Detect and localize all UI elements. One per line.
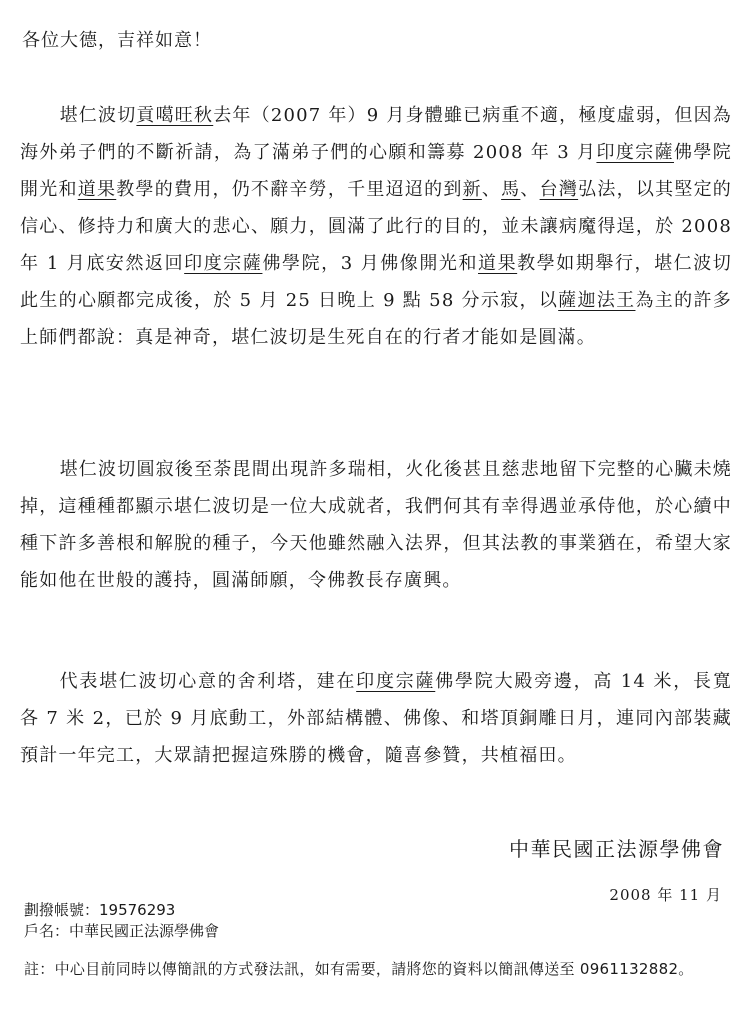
account-name: 戶名：中華民國正法源學佛會 [24,922,220,940]
p1-underlined-teaching-1: 道果 [77,179,117,200]
p1-text-2: 去年（2007 年）9 月身體雖已病重不適，極度虛弱，但因為海外弟子們的不斷祈請，為了滿弟子們的心願和籌募 2008 年 3 月 [20,105,732,163]
letter-date: 2008 年 11 月 [609,886,722,904]
p1-underlined-sg: 新 [462,179,482,200]
p1-underlined-name: 貢噶旺秋 [136,105,214,126]
p1-underlined-place-1: 印度宗薩 [596,142,674,163]
footnote: 註：中心目前同時以傳簡訊的方式發法訊，如有需要，請將您的資料以簡訊傳送至 0961132882。 [24,960,694,978]
greeting: 各位大德，吉祥如意！ [22,30,212,51]
paragraph-3 [20,663,732,774]
p1-text-5: 、 [481,179,502,200]
p3-text-1: 代表堪仁波切心意的舍利塔，建在 [59,671,357,692]
p1-text-9: 教學如期舉行，堪仁波切此生的心願都完成後，於 5 月 25 日晚上 9 點 58 分示寂，以 [20,253,732,311]
p1-text-6: 、 [520,179,540,200]
p1-underlined-place-2: 印度宗薩 [184,253,263,274]
paragraph-2: 堪仁波切圓寂後至荼毘間出現許多瑞相，火化後甚且慈悲地留下完整的心臟未燒掉，這種種都顯示堪仁波切是一位大成就者，我們何其有幸得遇並承侍他，於心續中種下許多善根和解脫的種子，今天他雖然融入法界，但其法教的事業猶在，希望大家能如他在世般的護持，圓滿師願，令佛教長存廣興。 [20,459,732,591]
p1-text-3: 佛學院開光和 [20,142,732,200]
p1-text-8: 佛學院，3 月佛像開光和 [262,253,479,274]
paragraph-1 [20,97,732,356]
account-number: 劃撥帳號：19576293 [24,901,176,919]
p3-underlined-place: 印度宗薩 [356,671,436,692]
p1-underlined-sakya: 薩迦法王 [558,290,636,311]
p1-underlined-my: 馬 [501,179,521,200]
p1-underlined-teaching-2: 道果 [478,253,518,274]
p1-text-10: 為主的許多上師們都說：真是神奇，堪仁波切是生死自在的行者才能如是圓滿。 [20,290,732,348]
p1-text-1: 堪仁波切 [59,105,137,126]
p1-text-4: 教學的費用，仍不辭辛勞，千里迢迢的到 [116,179,463,200]
p1-underlined-tw: 台灣 [539,179,579,200]
p1-text-7: 弘法，以其堅定的信心、修持力和廣大的悲心、願力，圓滿了此行的目的，並未讓病魔得逞，於 2008 年 1 月底安然返回 [20,179,733,274]
organization-signature: 中華民國正法源學佛會 [509,837,724,861]
p3-text-2: 佛學院大殿旁邊，高 14 米，長寬各 7 米 2，已於 9 月底動工，外部結構體、佛像、和塔頂銅雕日月，連同內部裝藏預計一年完工，大眾請把握這殊勝的機會，隨喜參贊，共植福田。 [20,671,733,766]
